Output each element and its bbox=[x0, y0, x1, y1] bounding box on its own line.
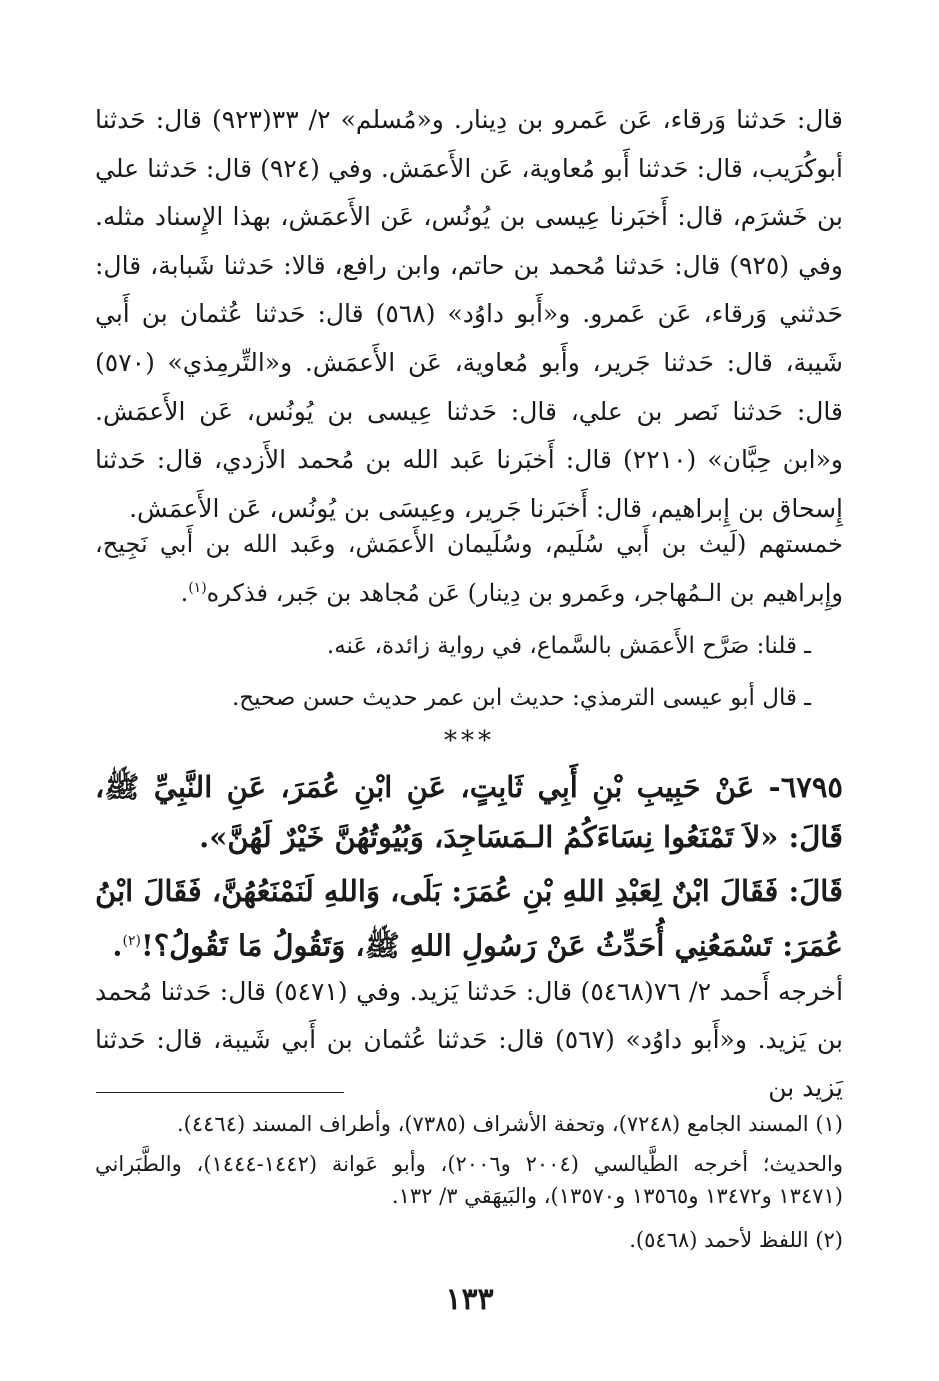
note-tirmidhi: ـ قال أبو عيسى الترمذي: حديث ابن عمر حديث حسن صحيح. bbox=[231, 685, 811, 711]
footnote-2: (٢) اللفظ لأحمد (٥٤٦٨). bbox=[629, 1228, 843, 1252]
narrators-text: خمستهم (لَيث بن أَبي سُلَيم، وسُلَيمان الأَعمَش، وعَبد الله بن أَبي نَجِيح، وإِبراهيم بن الـمُهاجر، وعَمرو بن دِينار) عَن مُجاهد بن جَبر، فذكره bbox=[95, 530, 843, 607]
hadith-takhrij: أخرجه أَحمد ٢/ ٧٦(٥٤٦٨) قال: حَدثنا يَزيد. وفي (٥٤٧١) قال: حَدثنا مُحمد بن يَزيد. و«أَبو داوُد» (٥٦٧) قال: حَدثنا عُثمان بن أَبي شَيبة، قال: حَدثنا يَزيد بن bbox=[95, 977, 844, 1102]
section-separator: *** bbox=[444, 726, 495, 756]
footnote-divider bbox=[96, 1092, 344, 1093]
narrators-paragraph bbox=[95, 522, 843, 615]
hadith-text: ٦٧٩٥- عَنْ حَبِيبِ بْنِ أَبِي ثَابِتٍ، عَنِ ابْنِ عُمَرَ، عَنِ النَّبِيِّ ﷺ، قَالَ: «لاَ تَمْنَعُوا نِسَاءَكُمُ الـمَسَاجِدَ، وَبُيُوتُهُنَّ خَيْرٌ لَهُنَّ». bbox=[95, 770, 843, 854]
hadith-continuation-end: . bbox=[112, 928, 123, 963]
takhrij-paragraph: قال: حَدثنا وَرقاء، عَن عَمرو بن دِينار. و«مُسلم» ٢/ ٣٣(٩٢٣) قال: حَدثنا أبوكُرَيب، قال: حَدثنا أَبو مُعاوية، عَن الأَعمَش. وفي (٩٢٤) قال: حَدثنا علي بن خَشرَم، قال: أَخبَرنا عِيسى بن يُونُس، عَن الأَعمَش، بهذا الإِسناد مثله. وفي (٩٢٥) قال: حَدثنا مُحمد بن حاتم، وابن رافع، قالا: حَدثنا شَبابة، قال: حَدثني وَرقاء، عَن عَمرو. و«أَبو داوُد» (٥٦٨) قال: حَدثنا عُثمان بن أَبي شَيبة، قال: حَدثنا جَرير، وأَبو مُعاوية، عَن الأَعمَش. و«التِّرمِذي» (٥٧٠) قال: حَدثنا نَصر بن علي، قال: حَدثنا عِيسى بن يُونُس، عَن الأَعمَش. و«ابن حِبَّان» (٢٢١٠) قال: أَخبَرنا عَبد الله بن مُحمد الأَزدي، قال: حَدثنا إِسحاق بن إِبراهيم، قال: أَخبَرنا جَرير، وعِيسَى بن يُونُس، عَن الأَعمَش. bbox=[95, 105, 843, 523]
note-samaa: ـ قلنا: صَرَّح الأَعمَش بالسَّماع، في رواية زائدة، عَنه. bbox=[326, 633, 811, 659]
footnote-ref-1: (١) bbox=[188, 580, 207, 596]
narrators-end: . bbox=[180, 579, 189, 607]
page-number: ١٣٣ bbox=[445, 1282, 494, 1317]
hadith-continuation-text: قَالَ: فَقَالَ ابْنٌ لِعَبْدِ اللهِ بْنِ عُمَرَ: بَلَى، وَاللهِ لَنَمْنَعُهُنَّ، فَقَالَ ابْنُ عُمَرَ: تَسْمَعُنِي أُحَدِّثُ عَنْ رَسُولِ اللهِ ﷺ، وَتَقُولُ مَا تَقُولُ؟! bbox=[95, 874, 843, 963]
footnote-ref-2: (٢) bbox=[122, 933, 141, 949]
footnote-1: (١) المسند الجامع (٧٢٤٨)، وتحفة الأشراف (٧٣٨٥)، وأطراف المسند (٤٤٦٤). bbox=[177, 1112, 843, 1136]
footnote-1-continued: والحديث؛ أخرجه الطَّيالسي (٢٠٠٤ و٢٠٠٦)، وأبو عَوانة (١٤٤٢-١٤٤٤)، والطَّبَراني (١٣٤٧١ و١٣٤٧٢ و١٣٥٦٥ و١٣٥٧٠)، والبَيهَقي ٣/ ١٣٢. bbox=[95, 1152, 843, 1208]
hadith-continuation bbox=[95, 866, 843, 971]
